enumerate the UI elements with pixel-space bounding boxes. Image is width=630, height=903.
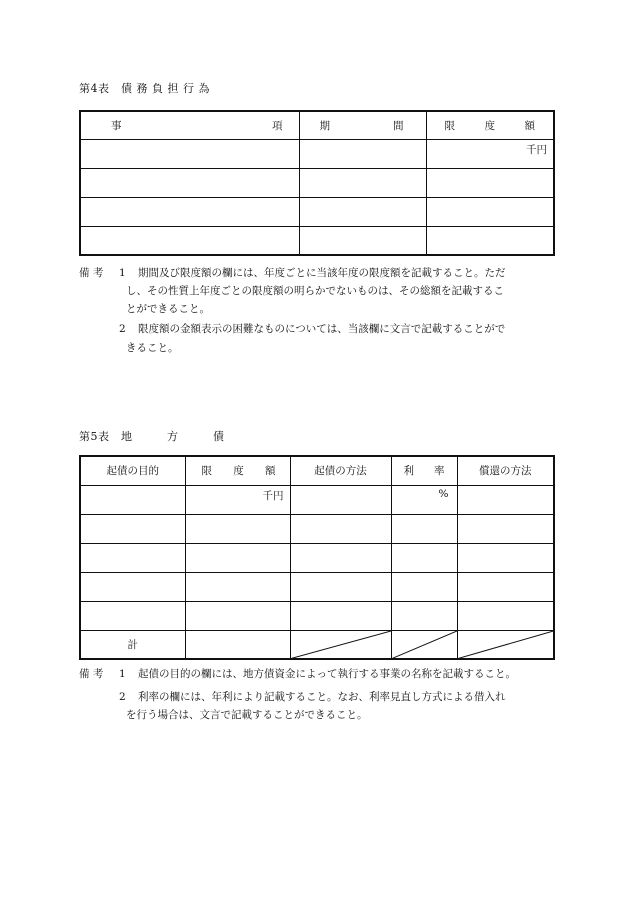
table-cell <box>185 485 290 514</box>
table4-header-limit: 限 度 額 <box>426 111 554 139</box>
notes-label: 備 考 <box>79 267 104 279</box>
table-cell <box>80 168 299 197</box>
note-line: を行う場合は、文言で記載することができること。 <box>126 709 368 721</box>
table5-header-method: 起債の方法 <box>290 456 391 485</box>
table-cell <box>290 572 391 601</box>
table-cell <box>457 572 554 601</box>
table-cell <box>185 514 290 543</box>
note-number: 2 <box>119 691 126 703</box>
table4-header-period: 期 間 <box>299 111 426 139</box>
notes-label: 備 考 <box>79 668 104 680</box>
table-cell <box>80 139 299 168</box>
table5-header-purpose: 起債の目的 <box>80 456 185 485</box>
table-cell <box>457 543 554 572</box>
table-cell <box>426 226 554 255</box>
table-cell <box>299 226 426 255</box>
table-cell <box>457 601 554 630</box>
table-cell <box>457 514 554 543</box>
table-row <box>80 197 554 226</box>
table-cell <box>426 168 554 197</box>
diagonal-line <box>291 631 391 659</box>
note-line: 起債の目的の欄には、地方債資金によって執行する事業の名称を記載すること。 <box>138 668 516 680</box>
table-cell <box>457 485 554 514</box>
table-row <box>80 572 554 601</box>
table-row <box>80 543 554 572</box>
table5-header-rate: 利 率 <box>391 456 457 485</box>
note-line: し、その性質上年度ごとの限度額の明らかでないものは、その総額を記載するこ <box>126 285 504 297</box>
table-cell <box>185 630 290 659</box>
table-cell <box>299 139 426 168</box>
unit-label: 千円 <box>262 489 284 502</box>
table5-title: 第5表 地 方 債 <box>79 430 225 443</box>
table5-header-row <box>80 456 554 485</box>
table-cell <box>391 601 457 630</box>
table-cell <box>185 601 290 630</box>
note-line: 限度額の金額表示の困難なものについては、当該欄に文言で記載することがで <box>138 323 506 335</box>
diagonal-line <box>458 631 554 659</box>
table5-total-row <box>80 630 554 659</box>
total-label: 計 <box>80 630 185 659</box>
table-cell <box>299 168 426 197</box>
table-row <box>80 139 554 168</box>
table-cell <box>391 543 457 572</box>
table5-local-bonds <box>79 455 555 660</box>
table-cell <box>80 601 185 630</box>
diagonal-cell <box>457 630 554 659</box>
diagonal-cell <box>391 630 457 659</box>
table-cell <box>299 197 426 226</box>
table-cell <box>80 572 185 601</box>
table4-header-item: 事 項 <box>80 111 299 139</box>
table-cell <box>391 485 457 514</box>
table4-header-row <box>80 111 554 139</box>
table-cell <box>391 572 457 601</box>
note-number: 2 <box>119 323 126 335</box>
table-row <box>80 226 554 255</box>
table-cell <box>80 514 185 543</box>
table-cell <box>290 601 391 630</box>
table-cell <box>80 485 185 514</box>
table-cell <box>426 139 554 168</box>
unit-label: % <box>438 487 449 500</box>
table-row <box>80 514 554 543</box>
note-line: 期間及び限度額の欄には、年度ごとに当該年度の限度額を記載すること。ただ <box>138 267 506 279</box>
table-cell <box>80 197 299 226</box>
diagonal-line <box>392 631 457 659</box>
table4-debt-burden <box>79 110 555 256</box>
table-row <box>80 485 554 514</box>
table-row <box>80 601 554 630</box>
table-cell <box>426 197 554 226</box>
table-cell <box>290 485 391 514</box>
note-line: きること。 <box>126 342 179 354</box>
table-cell <box>290 543 391 572</box>
table-row <box>80 168 554 197</box>
table-cell <box>185 543 290 572</box>
table5-header-limit: 限 度 額 <box>185 456 290 485</box>
table-cell <box>80 543 185 572</box>
table-cell <box>80 226 299 255</box>
note-line: 利率の欄には、年利により記載すること。なお、利率見直し方式による借入れ <box>138 691 506 703</box>
table-cell <box>185 572 290 601</box>
table-cell <box>290 514 391 543</box>
note-number: 1 <box>119 267 126 279</box>
note-line: とができること。 <box>126 303 210 315</box>
note-number: 1 <box>119 668 126 680</box>
unit-label: 千円 <box>526 143 547 156</box>
table5-header-repayment: 償還の方法 <box>457 456 554 485</box>
table4-title: 第4表 債 務 負 担 行 為 <box>79 82 210 95</box>
table-cell <box>391 514 457 543</box>
diagonal-cell <box>290 630 391 659</box>
